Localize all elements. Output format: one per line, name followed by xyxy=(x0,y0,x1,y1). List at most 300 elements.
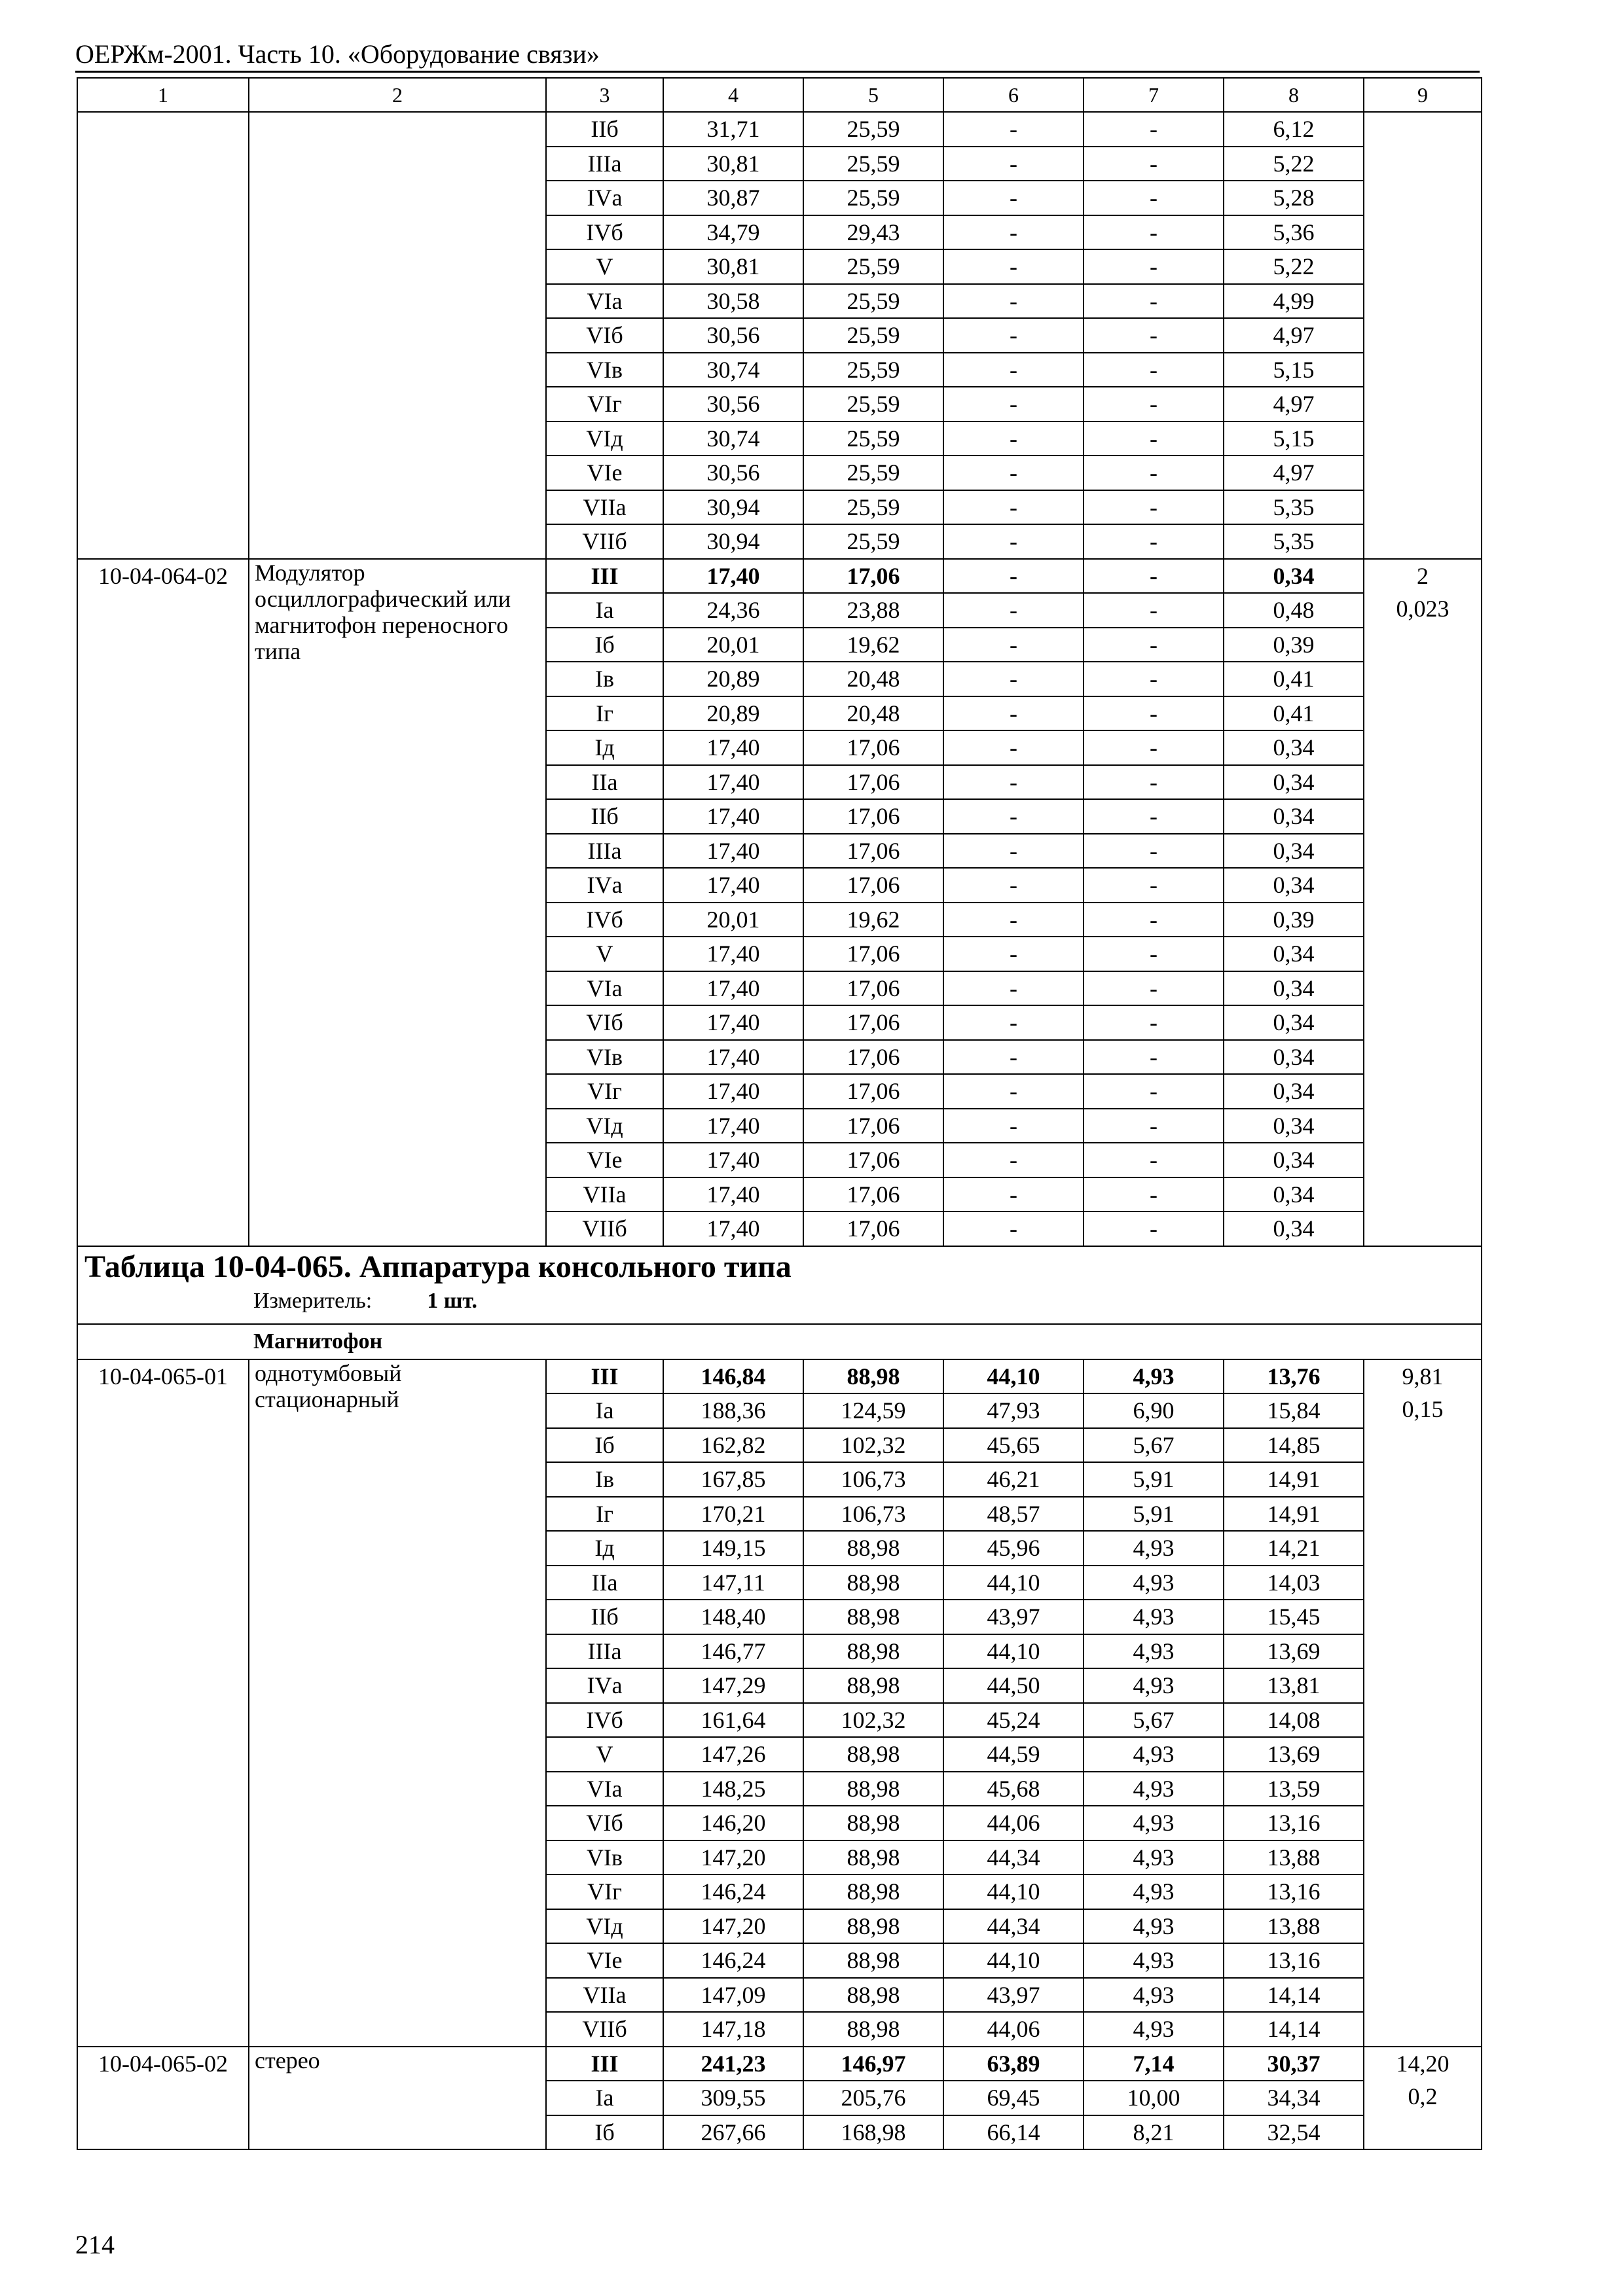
value-cell: - xyxy=(943,937,1084,971)
zone-cell: Iв xyxy=(546,662,663,696)
table-title: Таблица 10-04-065. Аппаратура консольного типа xyxy=(84,1249,792,1284)
zone-cell: III xyxy=(546,559,663,594)
value-cell: 30,56 xyxy=(663,387,803,422)
value-cell: 0,34 xyxy=(1224,1177,1364,1212)
value-cell: - xyxy=(943,593,1084,628)
value-cell: 0,39 xyxy=(1224,903,1364,937)
zone-cell: VIа xyxy=(546,284,663,319)
zone-cell: Iв xyxy=(546,1462,663,1497)
name-cell: стерео xyxy=(249,2047,546,2150)
value-cell: - xyxy=(1084,490,1224,525)
value-cell: - xyxy=(943,1143,1084,1177)
value-cell: - xyxy=(943,559,1084,594)
value-cell: 17,40 xyxy=(663,1143,803,1177)
value-cell: - xyxy=(943,353,1084,387)
value-cell: - xyxy=(1084,834,1224,869)
value-cell: 47,93 xyxy=(943,1393,1084,1428)
value-cell: - xyxy=(943,284,1084,319)
value-cell: 44,06 xyxy=(943,1806,1084,1840)
value-cell: 19,62 xyxy=(803,628,943,662)
value-cell: 4,97 xyxy=(1224,387,1364,422)
code-cell: 10-04-065-01 xyxy=(77,1359,249,2047)
value-cell: 309,55 xyxy=(663,2081,803,2115)
value-cell: 30,81 xyxy=(663,249,803,284)
value-cell: 44,50 xyxy=(943,1668,1084,1703)
value-cell: 5,15 xyxy=(1224,353,1364,387)
value-cell: 45,96 xyxy=(943,1531,1084,1566)
value-cell: 17,06 xyxy=(803,1211,943,1246)
value-cell: 0,34 xyxy=(1224,1074,1364,1109)
value-cell: 45,24 xyxy=(943,1703,1084,1738)
value-cell: 0,34 xyxy=(1224,1040,1364,1075)
value-cell: 25,59 xyxy=(803,456,943,490)
zone-cell: IIа xyxy=(546,765,663,800)
zone-cell: VIIа xyxy=(546,1978,663,2013)
value-cell: - xyxy=(943,1177,1084,1212)
value-cell: 14,14 xyxy=(1224,1978,1364,2013)
value-cell: 13,88 xyxy=(1224,1840,1364,1875)
value-cell: 0,34 xyxy=(1224,971,1364,1006)
value-cell: 88,98 xyxy=(803,1874,943,1909)
value-cell: 0,48 xyxy=(1224,593,1364,628)
value-cell: 5,67 xyxy=(1084,1428,1224,1463)
value-cell: 13,69 xyxy=(1224,1634,1364,1669)
value-cell: 17,06 xyxy=(803,559,943,594)
value-cell: 30,81 xyxy=(663,147,803,181)
value-cell: 20,89 xyxy=(663,662,803,696)
value-cell: 146,24 xyxy=(663,1874,803,1909)
value-cell: 25,59 xyxy=(803,147,943,181)
value-cell: - xyxy=(1084,730,1224,765)
value-cell: - xyxy=(943,971,1084,1006)
value-cell: 20,01 xyxy=(663,903,803,937)
zone-cell: IIIа xyxy=(546,834,663,869)
value-cell: 20,89 xyxy=(663,696,803,731)
value-cell: 149,15 xyxy=(663,1531,803,1566)
value-cell: 69,45 xyxy=(943,2081,1084,2115)
value-cell: 13,16 xyxy=(1224,1874,1364,1909)
value-cell: 17,40 xyxy=(663,1109,803,1143)
zone-cell: VIв xyxy=(546,353,663,387)
value-cell: 146,20 xyxy=(663,1806,803,1840)
value-cell: 5,28 xyxy=(1224,181,1364,215)
zone-cell: IVб xyxy=(546,1703,663,1738)
zone-cell: VIг xyxy=(546,387,663,422)
value-cell: 88,98 xyxy=(803,1806,943,1840)
value-cell: 17,40 xyxy=(663,559,803,594)
value-cell: 267,66 xyxy=(663,2115,803,2150)
weight-cell xyxy=(1364,2047,1482,2150)
value-cell: - xyxy=(943,181,1084,215)
value-cell: 17,40 xyxy=(663,1211,803,1246)
zone-cell: VIг xyxy=(546,1074,663,1109)
value-cell: 45,65 xyxy=(943,1428,1084,1463)
value-cell: - xyxy=(943,730,1084,765)
value-cell: 17,40 xyxy=(663,834,803,869)
value-cell: - xyxy=(1084,696,1224,731)
value-cell: 147,11 xyxy=(663,1566,803,1600)
zone-cell: V xyxy=(546,249,663,284)
zone-cell: IIа xyxy=(546,1566,663,1600)
value-cell: - xyxy=(943,696,1084,731)
value-cell: 44,10 xyxy=(943,1359,1084,1394)
value-cell: 17,40 xyxy=(663,868,803,903)
zone-cell: IIб xyxy=(546,799,663,834)
value-cell: 25,59 xyxy=(803,284,943,319)
value-cell: 44,10 xyxy=(943,1566,1084,1600)
value-cell: 17,06 xyxy=(803,971,943,1006)
value-cell: 88,98 xyxy=(803,1634,943,1669)
value-cell: 46,21 xyxy=(943,1462,1084,1497)
value-cell: - xyxy=(943,422,1084,456)
value-cell: 5,67 xyxy=(1084,1703,1224,1738)
value-cell: 14,08 xyxy=(1224,1703,1364,1738)
value-cell: 44,10 xyxy=(943,1634,1084,1669)
value-cell: - xyxy=(1084,1005,1224,1040)
zone-cell: VIе xyxy=(546,1943,663,1978)
value-cell: 4,93 xyxy=(1084,1359,1224,1394)
value-cell: - xyxy=(943,628,1084,662)
zone-cell: IIIа xyxy=(546,147,663,181)
zone-cell: VIв xyxy=(546,1840,663,1875)
value-cell: 4,93 xyxy=(1084,1943,1224,1978)
value-cell: 17,06 xyxy=(803,1005,943,1040)
column-number: 6 xyxy=(943,78,1084,112)
value-cell: 0,34 xyxy=(1224,1005,1364,1040)
value-cell: 0,34 xyxy=(1224,1143,1364,1177)
zone-cell: VIIб xyxy=(546,524,663,559)
value-cell: 44,34 xyxy=(943,1840,1084,1875)
value-cell: - xyxy=(943,1109,1084,1143)
value-cell: 5,22 xyxy=(1224,249,1364,284)
value-cell: - xyxy=(1084,662,1224,696)
value-cell: - xyxy=(1084,559,1224,594)
value-cell: 30,87 xyxy=(663,181,803,215)
value-cell: - xyxy=(1084,353,1224,387)
value-cell: - xyxy=(943,1211,1084,1246)
zone-cell: Iа xyxy=(546,593,663,628)
zone-cell: VIд xyxy=(546,1909,663,1944)
value-cell: - xyxy=(943,524,1084,559)
zone-cell: IIб xyxy=(546,1600,663,1634)
zone-cell: Iб xyxy=(546,1428,663,1463)
value-cell: - xyxy=(1084,456,1224,490)
zone-cell: III xyxy=(546,2047,663,2081)
value-cell: - xyxy=(943,387,1084,422)
value-cell: 0,41 xyxy=(1224,696,1364,731)
value-cell: - xyxy=(1084,1177,1224,1212)
value-cell: - xyxy=(1084,387,1224,422)
value-cell: 124,59 xyxy=(803,1393,943,1428)
value-cell: 25,59 xyxy=(803,181,943,215)
zone-cell: IVб xyxy=(546,903,663,937)
table-row xyxy=(77,2047,1482,2081)
value-cell: 88,98 xyxy=(803,1772,943,1806)
value-cell: - xyxy=(943,1074,1084,1109)
measure-label: Измеритель: xyxy=(253,1288,373,1313)
zone-cell: IIIа xyxy=(546,1634,663,1669)
header-rule xyxy=(75,71,1480,73)
zone-cell: Iб xyxy=(546,628,663,662)
value-cell: 146,84 xyxy=(663,1359,803,1394)
value-cell: 13,76 xyxy=(1224,1359,1364,1394)
page-number: 214 xyxy=(75,2230,115,2259)
value-cell: - xyxy=(1084,628,1224,662)
value-cell: - xyxy=(943,215,1084,250)
value-cell: 45,68 xyxy=(943,1772,1084,1806)
value-cell: 4,93 xyxy=(1084,1531,1224,1566)
value-cell: 88,98 xyxy=(803,2012,943,2047)
value-cell: - xyxy=(1084,249,1224,284)
zone-cell: VIб xyxy=(546,1005,663,1040)
code-cell xyxy=(77,112,249,559)
value-cell: 5,22 xyxy=(1224,147,1364,181)
value-cell: - xyxy=(943,318,1084,353)
zone-cell: Iд xyxy=(546,730,663,765)
value-cell: 241,23 xyxy=(663,2047,803,2081)
name-cell xyxy=(249,112,546,559)
value-cell: 106,73 xyxy=(803,1462,943,1497)
value-cell: 146,97 xyxy=(803,2047,943,2081)
value-cell: 102,32 xyxy=(803,1703,943,1738)
value-cell: 4,97 xyxy=(1224,318,1364,353)
value-cell: 17,06 xyxy=(803,1109,943,1143)
value-cell: 88,98 xyxy=(803,1737,943,1772)
value-cell: - xyxy=(1084,1143,1224,1177)
value-cell: - xyxy=(1084,422,1224,456)
page-header: ОЕРЖм-2001. Часть 10. «Оборудование связи» xyxy=(75,39,600,69)
value-cell: - xyxy=(1084,318,1224,353)
value-cell: 25,59 xyxy=(803,249,943,284)
value-cell: - xyxy=(1084,765,1224,800)
value-cell: 25,59 xyxy=(803,318,943,353)
value-cell: 15,84 xyxy=(1224,1393,1364,1428)
zone-cell: III xyxy=(546,1359,663,1394)
value-cell: 44,10 xyxy=(943,1874,1084,1909)
value-cell: 13,16 xyxy=(1224,1806,1364,1840)
value-cell: 6,90 xyxy=(1084,1393,1224,1428)
value-cell: - xyxy=(1084,181,1224,215)
value-cell: 17,40 xyxy=(663,730,803,765)
value-cell: 0,34 xyxy=(1224,1109,1364,1143)
value-cell: 25,59 xyxy=(803,490,943,525)
value-cell: 162,82 xyxy=(663,1428,803,1463)
value-cell: 5,35 xyxy=(1224,524,1364,559)
value-cell: 4,93 xyxy=(1084,1566,1224,1600)
value-cell: 17,06 xyxy=(803,868,943,903)
value-cell: 17,40 xyxy=(663,1074,803,1109)
value-cell: 5,91 xyxy=(1084,1497,1224,1532)
value-cell: - xyxy=(943,799,1084,834)
value-cell: 147,09 xyxy=(663,1978,803,2013)
zone-cell: VIIб xyxy=(546,2012,663,2047)
value-cell: 7,14 xyxy=(1084,2047,1224,2081)
value-cell: 20,48 xyxy=(803,662,943,696)
value-cell: 29,43 xyxy=(803,215,943,250)
value-cell: - xyxy=(943,456,1084,490)
value-cell: 88,98 xyxy=(803,1668,943,1703)
value-cell: 13,59 xyxy=(1224,1772,1364,1806)
value-cell: 14,91 xyxy=(1224,1462,1364,1497)
value-cell: 10,00 xyxy=(1084,2081,1224,2115)
zone-cell: V xyxy=(546,1737,663,1772)
zone-cell: VIа xyxy=(546,971,663,1006)
value-cell: 4,93 xyxy=(1084,1806,1224,1840)
column-number: 7 xyxy=(1084,78,1224,112)
weight-value: 0,023 xyxy=(1396,595,1450,622)
value-cell: 17,06 xyxy=(803,937,943,971)
value-cell: 102,32 xyxy=(803,1428,943,1463)
weight-value: 9,81 xyxy=(1402,1363,1444,1390)
value-cell: 17,40 xyxy=(663,971,803,1006)
weight-cell xyxy=(1364,559,1482,1246)
code-cell: 10-04-065-02 xyxy=(77,2047,249,2150)
table-row xyxy=(77,559,1482,594)
value-cell: 17,40 xyxy=(663,1005,803,1040)
column-number: 3 xyxy=(546,78,663,112)
column-number: 8 xyxy=(1224,78,1364,112)
weight-cell xyxy=(1364,112,1482,559)
zone-cell: IVа xyxy=(546,868,663,903)
value-cell: - xyxy=(943,834,1084,869)
value-cell: 19,62 xyxy=(803,903,943,937)
value-cell: - xyxy=(943,868,1084,903)
value-cell: 30,74 xyxy=(663,422,803,456)
value-cell: 0,34 xyxy=(1224,1211,1364,1246)
measure-line xyxy=(84,1286,1481,1316)
value-cell: 43,97 xyxy=(943,1600,1084,1634)
value-cell: 147,18 xyxy=(663,2012,803,2047)
value-cell: - xyxy=(943,662,1084,696)
value-cell: 30,74 xyxy=(663,353,803,387)
value-cell: 34,34 xyxy=(1224,2081,1364,2115)
column-number: 4 xyxy=(663,78,803,112)
value-cell: 30,37 xyxy=(1224,2047,1364,2081)
value-cell: 147,20 xyxy=(663,1840,803,1875)
value-cell: 4,93 xyxy=(1084,1634,1224,1669)
section-row xyxy=(77,1324,1482,1359)
name-cell: однотумбовый стационарный xyxy=(249,1359,546,2047)
value-cell: 4,93 xyxy=(1084,1668,1224,1703)
value-cell: 17,06 xyxy=(803,1074,943,1109)
value-cell: - xyxy=(1084,1040,1224,1075)
value-cell: - xyxy=(943,147,1084,181)
value-cell: 5,36 xyxy=(1224,215,1364,250)
column-header-row xyxy=(77,78,1482,112)
zone-cell: V xyxy=(546,937,663,971)
value-cell: 30,56 xyxy=(663,456,803,490)
table-row xyxy=(77,1359,1482,1394)
weight-value: 0,2 xyxy=(1408,2083,1438,2109)
column-number: 9 xyxy=(1364,78,1482,112)
zone-cell: Iа xyxy=(546,1393,663,1428)
value-cell: - xyxy=(943,903,1084,937)
code-cell: 10-04-064-02 xyxy=(77,559,249,1246)
value-cell: 170,21 xyxy=(663,1497,803,1532)
value-cell: - xyxy=(943,1040,1084,1075)
value-cell: 30,58 xyxy=(663,284,803,319)
value-cell: 44,10 xyxy=(943,1943,1084,1978)
value-cell: - xyxy=(1084,868,1224,903)
column-number: 2 xyxy=(249,78,546,112)
value-cell: 17,06 xyxy=(803,834,943,869)
value-cell: 0,41 xyxy=(1224,662,1364,696)
zone-cell: IVб xyxy=(546,215,663,250)
zone-cell: IVа xyxy=(546,1668,663,1703)
value-cell: - xyxy=(943,1005,1084,1040)
value-cell: 0,39 xyxy=(1224,628,1364,662)
value-cell: 148,40 xyxy=(663,1600,803,1634)
value-cell: 17,40 xyxy=(663,1040,803,1075)
value-cell: 14,03 xyxy=(1224,1566,1364,1600)
value-cell: 4,93 xyxy=(1084,1737,1224,1772)
value-cell: 88,98 xyxy=(803,1566,943,1600)
value-cell: 0,34 xyxy=(1224,730,1364,765)
value-cell: - xyxy=(1084,937,1224,971)
value-cell: 8,21 xyxy=(1084,2115,1224,2150)
value-cell: 4,99 xyxy=(1224,284,1364,319)
value-cell: 48,57 xyxy=(943,1497,1084,1532)
value-cell: 44,34 xyxy=(943,1909,1084,1944)
zone-cell: VIд xyxy=(546,422,663,456)
value-cell: 4,93 xyxy=(1084,1909,1224,1944)
zone-cell: Iг xyxy=(546,696,663,731)
value-cell: 0,34 xyxy=(1224,799,1364,834)
value-cell: 14,85 xyxy=(1224,1428,1364,1463)
value-cell: 14,14 xyxy=(1224,2012,1364,2047)
value-cell: 24,36 xyxy=(663,593,803,628)
zone-cell: VIа xyxy=(546,1772,663,1806)
weight-value: 2 xyxy=(1417,562,1429,589)
value-cell: 63,89 xyxy=(943,2047,1084,2081)
value-cell: 17,06 xyxy=(803,1177,943,1212)
value-cell: - xyxy=(1084,1074,1224,1109)
zone-cell: Iд xyxy=(546,1531,663,1566)
weight-value: 14,20 xyxy=(1396,2050,1450,2077)
value-cell: 205,76 xyxy=(803,2081,943,2115)
value-cell: 32,54 xyxy=(1224,2115,1364,2150)
value-cell: 44,06 xyxy=(943,2012,1084,2047)
zone-cell: VIд xyxy=(546,1109,663,1143)
value-cell: 23,88 xyxy=(803,593,943,628)
zone-cell: Iа xyxy=(546,2081,663,2115)
value-cell: 17,06 xyxy=(803,765,943,800)
zone-cell: VIб xyxy=(546,1806,663,1840)
value-cell: 6,12 xyxy=(1224,112,1364,147)
value-cell: 148,25 xyxy=(663,1772,803,1806)
value-cell: 5,15 xyxy=(1224,422,1364,456)
table-title-row xyxy=(77,1246,1482,1324)
value-cell: 0,34 xyxy=(1224,765,1364,800)
table-row xyxy=(77,112,1482,147)
value-cell: 0,34 xyxy=(1224,834,1364,869)
value-cell: 88,98 xyxy=(803,1978,943,2013)
value-cell: - xyxy=(943,490,1084,525)
value-cell: 4,93 xyxy=(1084,1772,1224,1806)
value-cell: 146,77 xyxy=(663,1634,803,1669)
value-cell: 13,81 xyxy=(1224,1668,1364,1703)
table-title-cell xyxy=(77,1246,1482,1324)
zone-cell: Iг xyxy=(546,1497,663,1532)
value-cell: 13,16 xyxy=(1224,1943,1364,1978)
value-cell: - xyxy=(1084,215,1224,250)
value-cell: 13,88 xyxy=(1224,1909,1364,1944)
column-number: 1 xyxy=(77,78,249,112)
value-cell: - xyxy=(1084,524,1224,559)
value-cell: - xyxy=(943,765,1084,800)
value-cell: 17,40 xyxy=(663,1177,803,1212)
value-cell: 167,85 xyxy=(663,1462,803,1497)
